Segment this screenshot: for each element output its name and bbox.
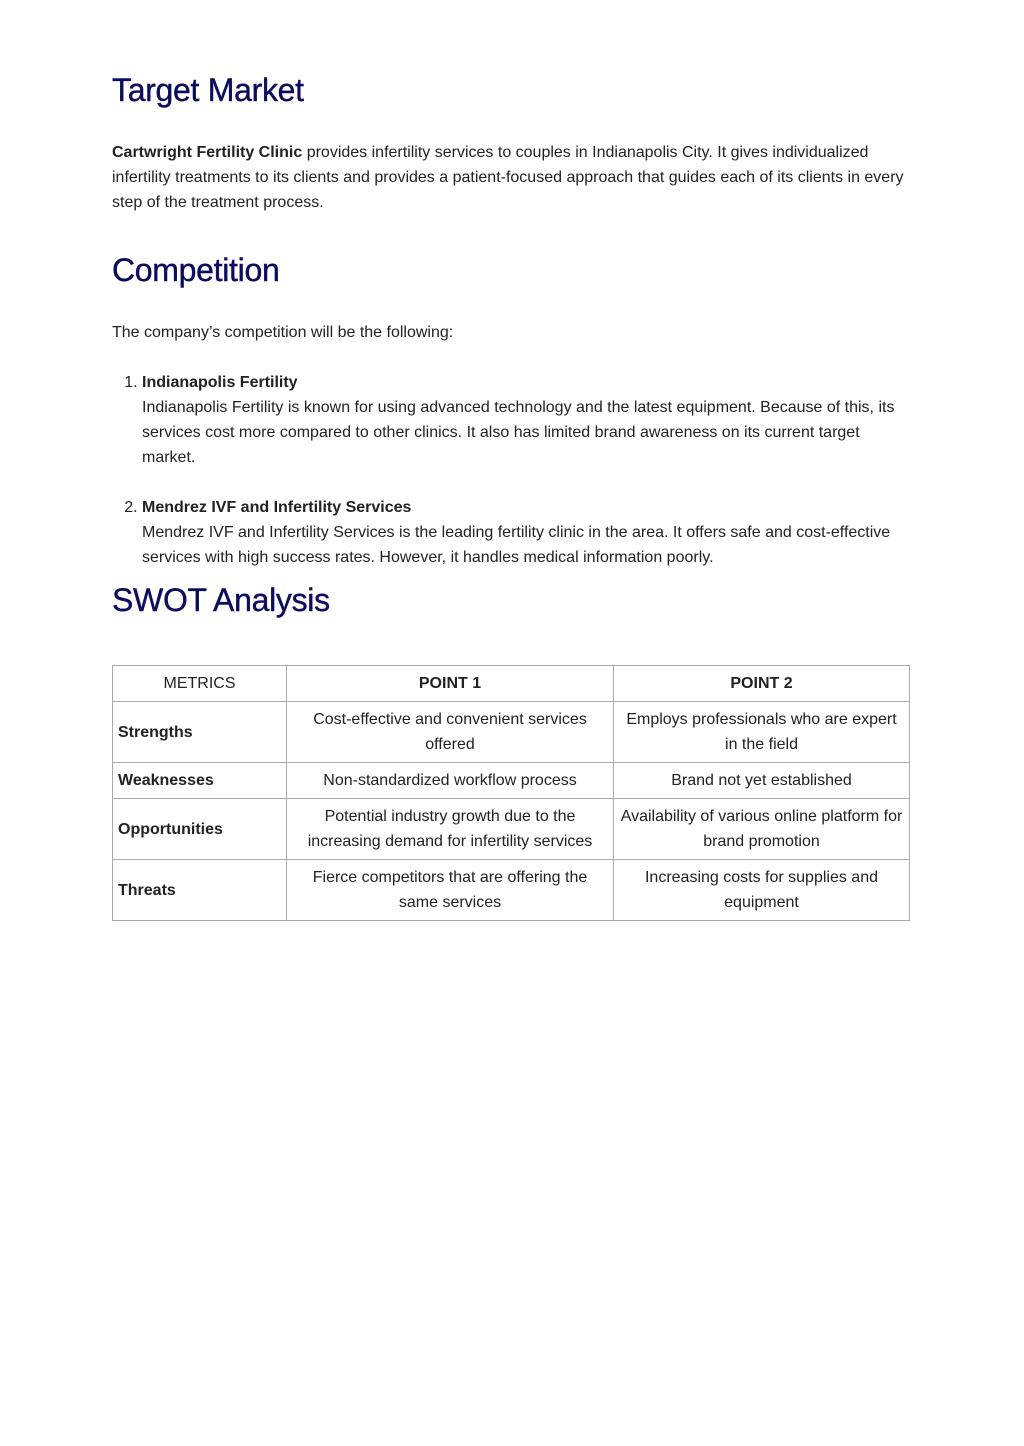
column-header-metrics: METRICS [113,666,287,702]
competitor-description: Mendrez IVF and Infertility Services is the leading fertility clinic in the area. It offers safe and cost-effective services with high success rates. However, it handles medical information poorly. [142,524,891,566]
table-row [113,763,910,799]
competition-intro: The company’s competition will be the following: [112,324,454,341]
metric-cell: Weaknesses [113,763,287,799]
clinic-name: Cartwright Fertility Clinic [112,144,303,161]
competition-heading: Competition [112,252,280,288]
target-market-body: provides infertility services to couples in Indianapolis City. It gives individualized infertility treatments to its clients and provides a patient-focused approach that guides each of its clients in every step of the treatment process. [112,144,904,211]
table-row [113,702,910,763]
point-1-cell: Cost-effective and convenient services offered [287,702,614,763]
metric-cell: Threats [113,860,287,921]
competitor-name: 1. Indianapolis Fertility [142,374,298,391]
column-header-point-2: POINT 2 [614,666,910,702]
point-1-cell: Potential industry growth due to the increasing demand for infertility services [287,799,614,860]
point-1-cell: Fierce competitors that are offering the same services [287,860,614,921]
table-row [113,860,910,921]
table-header-row [113,666,910,702]
point-2-cell: Increasing costs for supplies and equipment [614,860,910,921]
swot-table [112,665,910,921]
competitor-name: 2. Mendrez IVF and Infertility Services [142,499,412,516]
competitor-item [142,495,914,570]
point-1-cell: Non-standardized workflow process [287,763,614,799]
point-2-cell: Brand not yet established [614,763,910,799]
competitor-description: Indianapolis Fertility is known for using advanced technology and the latest equipment. Because of this, its services cost more compared to other clinics. It also has limited brand awareness on its current target market. [142,399,895,466]
target-market-paragraph [112,140,912,215]
metric-cell: Opportunities [113,799,287,860]
table-row [113,799,910,860]
metric-cell: Strengths [113,702,287,763]
target-market-heading: Target Market [112,72,304,108]
swot-heading: SWOT Analysis [112,582,330,618]
point-2-cell: Availability of various online platform for brand promotion [614,799,910,860]
column-header-point-1: POINT 1 [287,666,614,702]
competitor-item [142,370,914,470]
point-2-cell: Employs professionals who are expert in the field [614,702,910,763]
competitor-list [112,370,914,570]
